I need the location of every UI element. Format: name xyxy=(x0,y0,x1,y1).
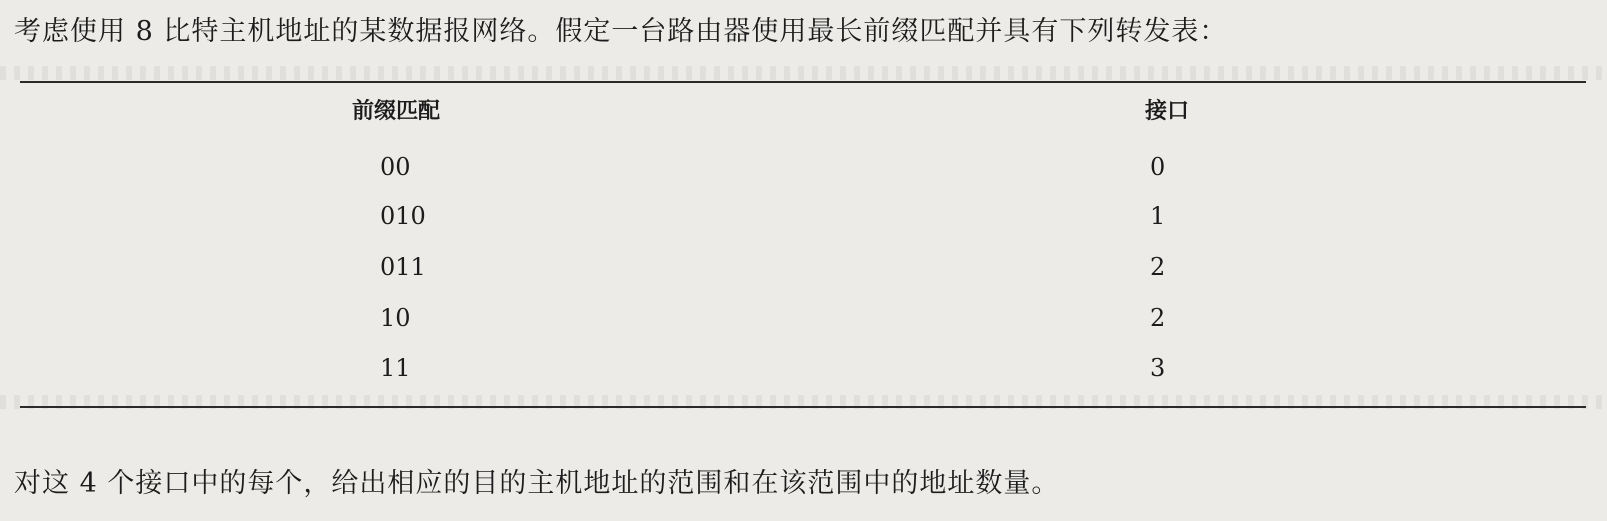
prefix-cell: 011 xyxy=(380,253,426,281)
table-row xyxy=(0,249,1607,285)
prefix-cell: 10 xyxy=(380,304,411,332)
interface-cell: 1 xyxy=(1150,202,1166,230)
table-bottom-rule xyxy=(20,406,1586,408)
prefix-cell: 010 xyxy=(380,202,426,230)
question-text: 考虑使用 8 比特主机地址的某数据报网络。假定一台路由器使用最长前缀匹配并具有下列转发表： xyxy=(14,16,1228,47)
interface-cell: 2 xyxy=(1150,304,1166,332)
footer-text: 对这 4 个接口中的每个，给出相应的目的主机地址的范围和在该范围中的地址数量。 xyxy=(14,468,1060,499)
header-prefix-match: 前缀匹配 xyxy=(352,99,441,124)
interface-cell: 2 xyxy=(1150,253,1166,281)
header-interface: 接口 xyxy=(1145,99,1190,124)
table-row xyxy=(0,350,1607,386)
interface-cell: 3 xyxy=(1150,354,1166,382)
prefix-cell: 11 xyxy=(380,354,411,382)
interface-cell: 0 xyxy=(1150,153,1166,181)
prefix-cell: 00 xyxy=(380,153,411,181)
table-top-rule xyxy=(20,81,1586,83)
bleed-through-shadow xyxy=(0,66,1607,80)
table-row xyxy=(0,149,1607,185)
table-row xyxy=(0,300,1607,336)
table-row xyxy=(0,198,1607,234)
